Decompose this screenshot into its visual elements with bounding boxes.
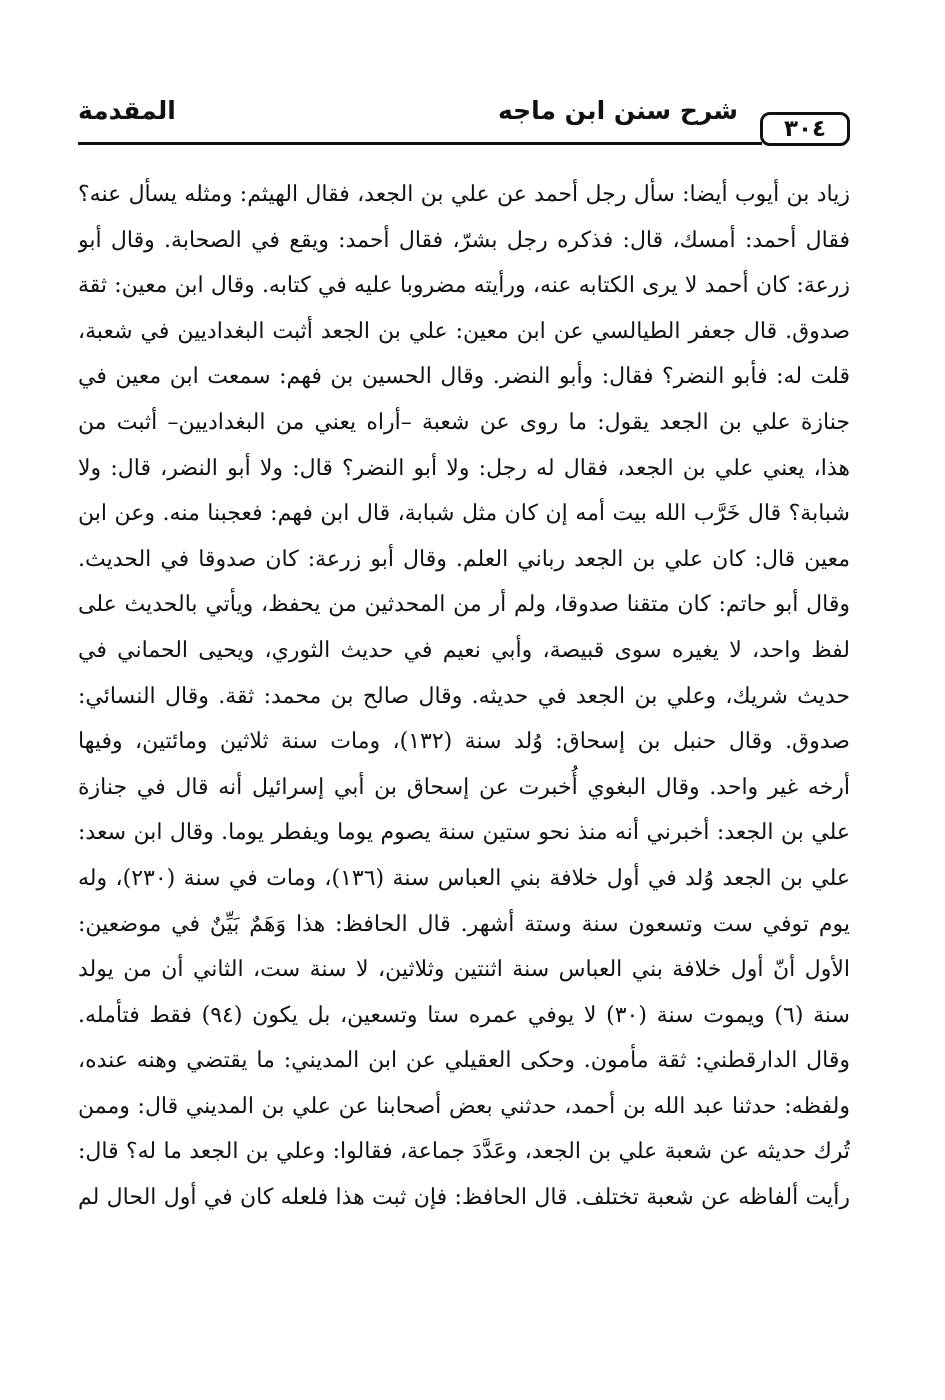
- text-line: سنة (٦) ويموت سنة (٣٠) لا يوفي عمره ستا وتسعين، بل يكون (٩٤) فقط فتأمله.: [78, 1002, 850, 1028]
- text-line: هذا، يعني علي بن الجعد، فقال له رجل: ولا أبو النضر؟ قال: ولا أبو النضر، قال: ولا: [78, 455, 850, 481]
- text-line: لفظ واحد، لا يغيره سوى قبيصة، وأبي نعيم في حديث الثوري، ويحيى الحماني في: [78, 637, 850, 663]
- text-line: تُرك حديثه عن شعبة علي بن الجعد، وعَدَّدَ جماعة، فقالوا: وعلي بن الجعد ما له؟ قال:: [78, 1139, 850, 1165]
- text-line: صدوق. قال جعفر الطيالسي عن ابن معين: علي بن الجعد أثبت البغداديين في شعبة،: [78, 318, 850, 344]
- section-title: المقدمة: [78, 96, 176, 125]
- text-line: أرخه غير واحد. وقال البغوي أُخبرت عن إسحاق بن أبي إسرائيل أنه قال في جنازة: [78, 774, 850, 800]
- text-line: شبابة؟ قال خَرَّب الله بيت أمه إن كان مثل شبابة، قال ابن فهم: فعجبنا منه. وعن ابن: [78, 501, 850, 527]
- text-line: زياد بن أيوب أيضا: سأل رجل أحمد عن علي بن الجعد، فقال الهيثم: ومثله يسأل عنه؟: [78, 182, 850, 207]
- text-line: يوم توفي ست وتسعون سنة وستة أشهر. قال الحافظ: هذا وَهَمٌ بَيِّنٌ في موضعين:: [78, 911, 850, 937]
- text-line: ولفظه: حدثنا عبد الله بن أحمد، حدثني بعض أصحابنا عن علي بن المديني قال: وممن: [78, 1093, 850, 1119]
- text-line: الأول أنّ أول خلافة بني العباس سنة اثنتين وثلاثين، لا سنة ست، الثاني أن من يولد: [78, 957, 850, 983]
- text-line: حديث شريك، وعلي بن الجعد في حديثه. وقال صالح بن محمد: ثقة. وقال النسائي:: [78, 683, 850, 709]
- text-line: وقال الدارقطني: ثقة مأمون. وحكى العقيلي عن ابن المديني: ما يقتضي وهنه عنده،: [78, 1048, 850, 1074]
- header-divider: [78, 142, 762, 145]
- page-number: ٣٠٤: [760, 112, 850, 146]
- text-line: جنازة علي بن الجعد يقول: ما روى عن شعبة –أراه يعني من البغداديين– أثبت من: [78, 409, 850, 435]
- text-line: معين قال: كان علي بن الجعد رباني العلم. وقال أبو زرعة: كان صدوقا في الحديث.: [78, 546, 850, 572]
- body-text: [78, 172, 850, 1221]
- text-line: زرعة: كان أحمد لا يرى الكتابه عنه، ورأيته مضروبا عليه في كتابه. وقال ابن معين: ثقة: [78, 273, 850, 299]
- book-title: شرح سنن ابن ماجه: [497, 96, 738, 125]
- text-line: رأيت ألفاظه عن شعبة تختلف. قال الحافظ: فإن ثبت هذا فلعله كان في أول الحال لم: [78, 1185, 850, 1211]
- page-header: [78, 96, 850, 150]
- text-line: قلت له: فأبو النضر؟ فقال: وأبو النضر. وقال الحسين بن فهم: سمعت ابن معين في: [78, 364, 850, 390]
- text-line: صدوق. وقال حنبل بن إسحاق: وُلد سنة (١٣٢)، ومات سنة ثلاثين ومائتين، وفيها: [78, 729, 850, 755]
- text-line: وقال أبو حاتم: كان متقنا صدوقا، ولم أر من المحدثين من يحفظ، ويأتي بالحديث على: [78, 592, 850, 618]
- text-line: علي بن الجعد: أخبرني أنه منذ نحو ستين سنة يصوم يوما ويفطر يوما. وقال ابن سعد:: [78, 820, 850, 846]
- text-line: فقال أحمد: أمسك، قال: فذكره رجل بشرّ، فقال أحمد: ويقع في الصحابة. وقال أبو: [78, 227, 850, 253]
- text-line: علي بن الجعد وُلد في أول خلافة بني العباس سنة (١٣٦)، ومات في سنة (٢٣٠)، وله: [78, 865, 850, 891]
